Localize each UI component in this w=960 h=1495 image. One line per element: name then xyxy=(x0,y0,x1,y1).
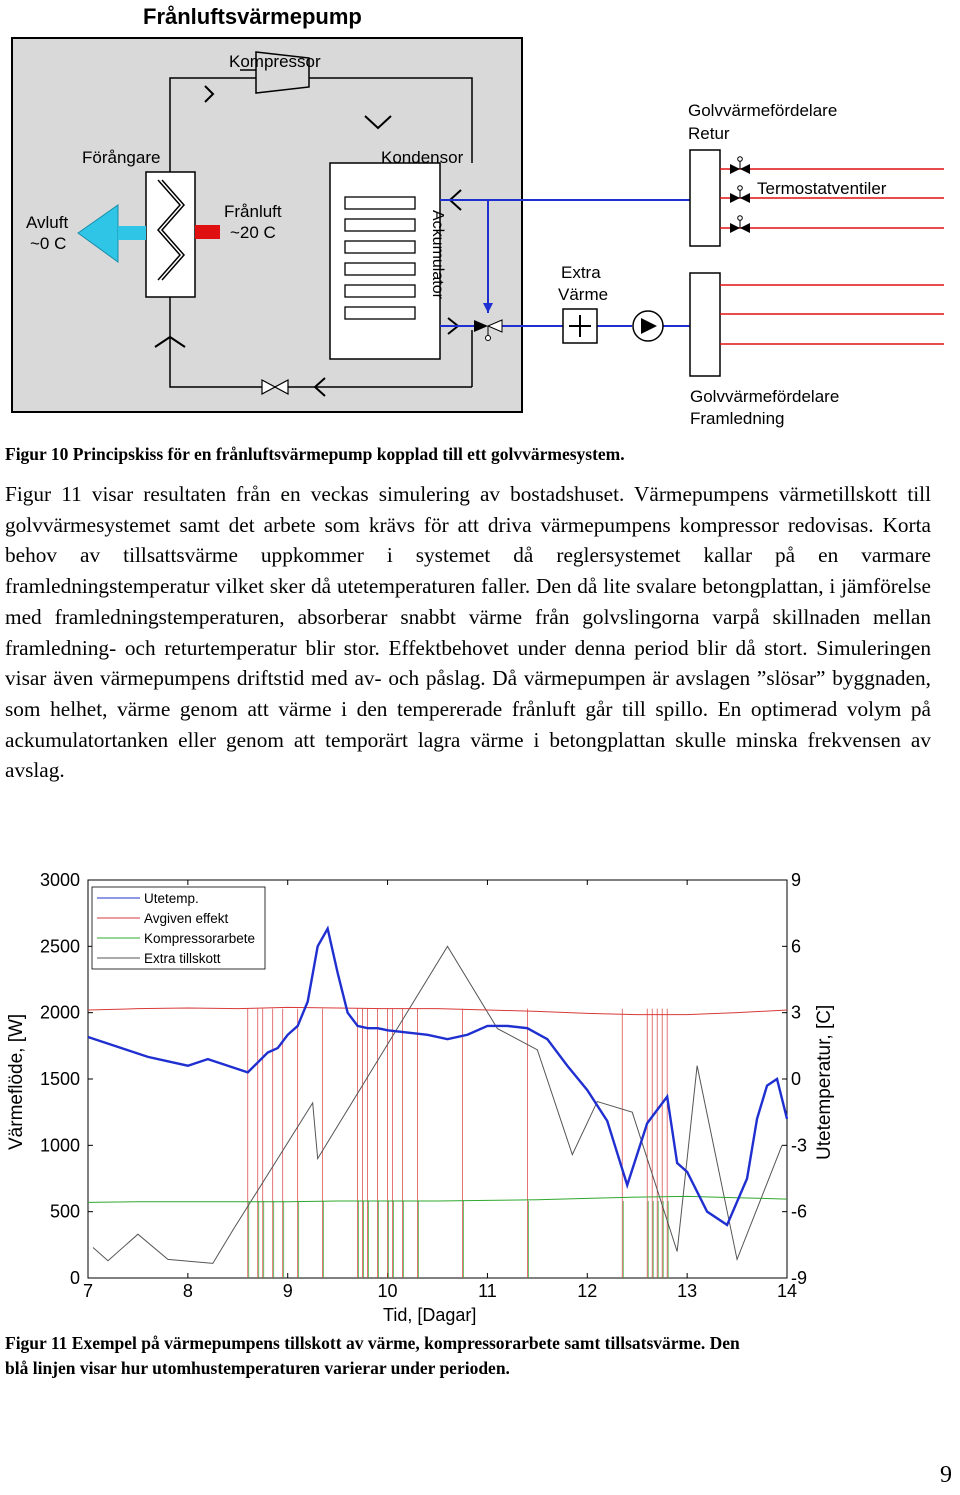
x-tick-label: 13 xyxy=(677,1281,698,1301)
y-left-tick-label: 1000 xyxy=(39,1135,80,1156)
label-ackumulator: Ackumulator xyxy=(429,210,446,299)
label-kondensor: Kondensor xyxy=(381,148,464,167)
y-right-tick-label: 3 xyxy=(791,1002,802,1023)
y-left-tick-label: 2000 xyxy=(39,1002,80,1023)
legend-label: Utetemp. xyxy=(144,891,199,906)
y-left-tick-label: 2500 xyxy=(39,936,80,957)
y-right-tick-label: -9 xyxy=(791,1268,808,1288)
body-paragraph-text: Figur 11 visar resultaten från en veckas simulering av bostadshuset. Värmepumpens värmetillskott till golvvärmesystemet samt det arbete som krävs för att driva värmepumpens kompressor redovisas. Korta behov av tillsattsvärme uppkommer i systemet då reglersystemet kallar på en varmare framledningstemperatur vilket sker då utetemperaturen faller. Den då lite svalare betongplattan, i jämförelse med framledningstemperaturen, absorberar snabbt värme från golvslingorna varpå skillnaden mellan framledning- och returtemperatur blir stor. Effektbehovet under denna period blir då stort. Simuleringen visar även värmepumpens driftstid med av- och påslag. Då värmepumpen är avslagen ”slösar” byggnaden, som helhet, värme genom att värme i den tempererade frånluft går till spillo. En optimerad volym på ackumulatortanken eller genom att temporärt lagra värme i betongplattan skulle minska frekvensen av avslag. xyxy=(5,482,931,783)
label-forangare: Förångare xyxy=(82,148,161,167)
figure-10-title: Frånluftsvärmepump xyxy=(143,4,362,29)
y-axis-left-label: Värmeflöde, [W] xyxy=(6,1013,27,1150)
legend-label: Kompressorarbete xyxy=(144,931,256,946)
x-tick-label: 11 xyxy=(478,1281,497,1301)
x-tick-label: 9 xyxy=(282,1281,293,1301)
label-retur-line2: Retur xyxy=(688,124,730,143)
x-tick-label: 12 xyxy=(577,1281,598,1301)
y-right-tick-label: -3 xyxy=(791,1135,808,1156)
x-tick-label: 10 xyxy=(377,1281,398,1301)
y-left-tick-label: 500 xyxy=(49,1201,80,1222)
label-kompressor: Kompressor xyxy=(229,52,321,71)
label-avluft-line2: ~0 C xyxy=(30,234,67,253)
y-right-tick-label: 9 xyxy=(791,870,802,890)
label-franluft xyxy=(224,201,282,243)
label-franluft-line2: ~20 C xyxy=(230,223,276,242)
figure-10-caption: Figur 10 Principskiss för en frånluftsvärmepump kopplad till ett golvvärmesystem. xyxy=(5,444,625,464)
label-avluft xyxy=(26,212,68,254)
label-retur-line1: Golvvärmefördelare xyxy=(688,101,838,120)
label-framledning-line1: Golvvärmefördelare xyxy=(690,387,840,406)
label-extra-line2: Värme xyxy=(558,285,609,304)
label-extra-varme xyxy=(558,262,608,306)
y-right-tick-label: -6 xyxy=(791,1201,808,1222)
legend-label: Extra tillskott xyxy=(144,951,221,966)
label-termostatventiler: Termostatventiler xyxy=(757,179,887,198)
label-franluft-line1: Frånluft xyxy=(224,202,282,221)
label-avluft-line1: Avluft xyxy=(26,213,69,232)
label-retur xyxy=(688,99,837,145)
y-axis-right-label: Utetemperatur, [C] xyxy=(814,1004,835,1160)
y-left-tick-label: 0 xyxy=(69,1268,80,1288)
label-framledning xyxy=(690,386,839,430)
y-right-tick-label: 6 xyxy=(791,936,802,957)
y-left-tick-label: 3000 xyxy=(39,870,80,890)
x-tick-label: 7 xyxy=(82,1281,94,1301)
body-paragraph xyxy=(5,479,931,786)
label-framledning-line2: Framledning xyxy=(690,409,785,428)
label-extra-line1: Extra xyxy=(561,263,601,282)
figure-11-caption-line1: Figur 11 Exempel på värmepumpens tillskott av värme, kompressorarbete samt tillsatsvärme. Den xyxy=(5,1333,740,1353)
page-number: 9 xyxy=(940,1462,952,1488)
heat-pump-schematic xyxy=(0,0,960,440)
legend-label: Avgiven effekt xyxy=(144,911,229,926)
x-tick-label: 8 xyxy=(182,1281,193,1301)
y-right-tick-label: 0 xyxy=(791,1069,802,1089)
figure-11-caption-line2: blå linjen visar hur utomhustemperaturen varierar under perioden. xyxy=(5,1358,510,1378)
x-axis-label: Tid, [Dagar] xyxy=(383,1305,477,1325)
y-left-tick-label: 1500 xyxy=(39,1069,80,1089)
x-tick-label: 14 xyxy=(776,1281,798,1301)
